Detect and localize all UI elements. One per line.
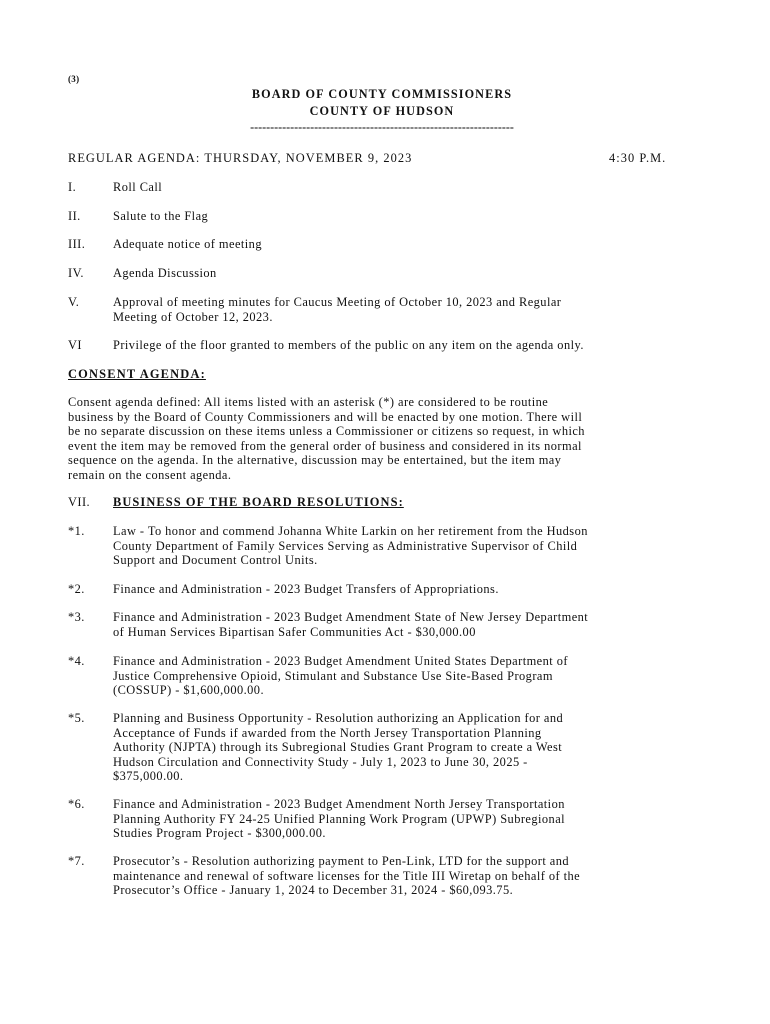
resolution-text	[113, 582, 713, 597]
section-number: VII.	[68, 495, 91, 509]
resolution-number: *7.	[68, 854, 85, 868]
resolution-line: Justice Comprehensive Opioid, Stimulant and Substance Use Site-Based Program	[113, 668, 553, 683]
resolution-line: Planning and Business Opportunity - Resolution authorizing an Application for and	[113, 711, 564, 725]
header-county-title: COUNTY OF HUDSON	[309, 104, 455, 118]
consent-agenda-heading: CONSENT AGENDA:	[68, 367, 206, 381]
header-divider: ------------------------------------------------------------------	[250, 120, 514, 134]
item-number: V.	[68, 295, 80, 309]
resolution-text	[113, 711, 713, 784]
resolution-line: Authority (NJPTA) through its Subregional Studies Grant Program to create a West	[113, 740, 563, 754]
resolution-line: Finance and Administration - 2023 Budget Amendment State of New Jersey Department	[113, 610, 589, 624]
consent-agenda-definition	[68, 395, 698, 483]
resolution-number: *2.	[68, 582, 85, 596]
consent-line: business by the Board of County Commissioners and will be enacted by one motion. There will	[68, 409, 583, 424]
item-number: IV.	[68, 266, 84, 280]
resolution-number: *1.	[68, 524, 85, 538]
resolution-line: $375,000.00.	[113, 769, 184, 783]
item-line: Salute to the Flag	[113, 209, 209, 223]
item-line: Meeting of October 12, 2023.	[113, 309, 273, 324]
resolution-number: *3.	[68, 610, 85, 624]
resolution-line: Law - To honor and commend Johanna White Larkin on her retirement from the Hudson	[113, 524, 588, 538]
resolution-text	[113, 610, 713, 639]
item-text	[113, 209, 713, 224]
item-text	[113, 338, 713, 353]
consent-line: remain on the consent agenda.	[68, 467, 232, 482]
resolution-text	[113, 854, 713, 898]
item-line: Adequate notice of meeting	[113, 237, 262, 251]
item-text	[113, 266, 713, 281]
item-number: VI	[68, 338, 82, 352]
resolution-line: Prosecutor’s Office - January 1, 2024 to December 31, 2024 - $60,093.75.	[113, 883, 514, 897]
consent-line: be no separate discussion on these items unless a Commissioner or citizens so request, in which	[68, 424, 585, 439]
resolution-number: *4.	[68, 654, 85, 668]
resolution-line: maintenance and renewal of software licenses for the Title III Wiretap on behalf of the	[113, 868, 581, 883]
item-line: Agenda Discussion	[113, 266, 217, 280]
item-text	[113, 237, 713, 252]
resolution-line: Finance and Administration - 2023 Budget Amendment North Jersey Transportation	[113, 797, 565, 811]
resolution-line: Finance and Administration - 2023 Budget Amendment United States Department of	[113, 654, 568, 668]
consent-line: sequence on the agenda. In the alternative, discussion may be entertained, but the item may	[68, 453, 562, 468]
agenda-date-line: REGULAR AGENDA: THURSDAY, NOVEMBER 9, 2023	[68, 151, 413, 165]
resolution-line: of Human Services Bipartisan Safer Communities Act - $30,000.00	[113, 624, 476, 639]
item-text	[113, 295, 713, 324]
consent-line: event the item may be removed from the general order of business and considered in its normal	[68, 438, 582, 453]
item-line: Privilege of the floor granted to members of the public on any item on the agenda only.	[113, 338, 584, 352]
resolution-line: Hudson Circulation and Connectivity Study - July 1, 2023 to June 30, 2025 -	[113, 754, 528, 769]
resolution-number: *6.	[68, 797, 85, 811]
agenda-time: 4:30 P.M.	[609, 151, 667, 165]
resolution-number: *5.	[68, 711, 85, 725]
item-line: Roll Call	[113, 180, 163, 194]
resolution-text	[113, 524, 713, 568]
resolution-line: Prosecutor’s - Resolution authorizing payment to Pen-Link, LTD for the support and	[113, 854, 570, 868]
resolution-line: County Department of Family Services Serving as Administrative Supervisor of Child	[113, 538, 578, 553]
item-line: Approval of meeting minutes for Caucus Meeting of October 10, 2023 and Regular	[113, 295, 562, 309]
consent-line: Consent agenda defined: All items listed with an asterisk (*) are considered to be routine	[68, 395, 549, 409]
item-number: I.	[68, 180, 77, 194]
resolution-line: Studies Program Project - $300,000.00.	[113, 826, 326, 840]
resolution-line: Planning Authority FY 24-25 Unified Planning Work Program (UPWP) Subregional	[113, 811, 566, 826]
resolution-line: Finance and Administration - 2023 Budget Transfers of Appropriations.	[113, 582, 499, 596]
item-text	[113, 180, 713, 195]
item-number: II.	[68, 209, 81, 223]
resolution-line: Support and Document Control Units.	[113, 553, 318, 567]
section-title: BUSINESS OF THE BOARD RESOLUTIONS:	[113, 495, 404, 509]
resolution-text	[113, 654, 713, 698]
page-number: (3)	[68, 74, 80, 84]
header-board-title: BOARD OF COUNTY COMMISSIONERS	[251, 87, 513, 101]
resolution-line: Acceptance of Funds if awarded from the North Jersey Transportation Planning	[113, 725, 542, 740]
item-number: III.	[68, 237, 86, 251]
resolution-line: (COSSUP) - $1,600,000.00.	[113, 683, 265, 697]
resolution-text	[113, 797, 713, 841]
